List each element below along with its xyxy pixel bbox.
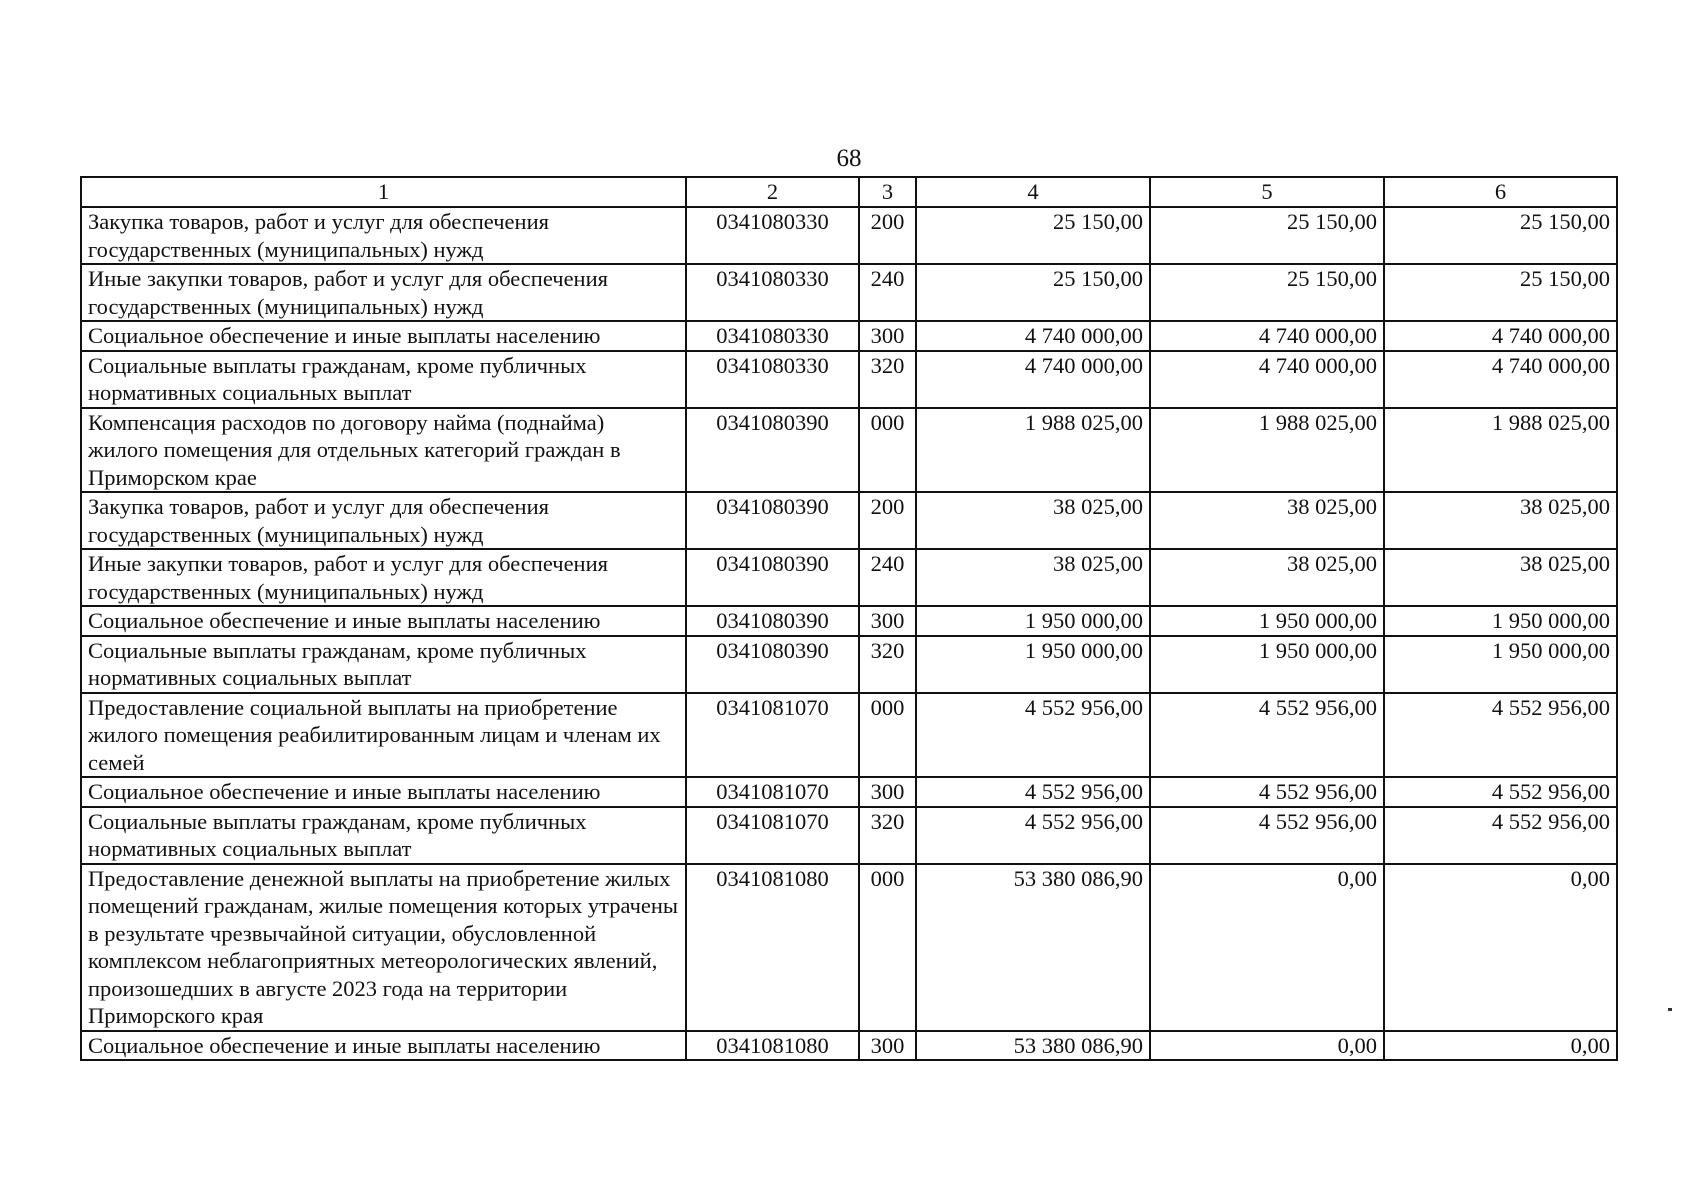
page-number: 68 [836, 145, 862, 172]
table-row [81, 807, 1617, 864]
row-kvr: 300 [859, 1031, 916, 1061]
table-row [81, 408, 1617, 493]
table-row [81, 351, 1617, 408]
table-row [81, 321, 1617, 351]
row-amount-5: 4 740 000,00 [1150, 321, 1384, 351]
table-row [81, 777, 1617, 807]
row-description: Иные закупки товаров, работ и услуг для обеспечения государственных (муниципальных) нужд [81, 264, 686, 321]
row-amount-5: 4 552 956,00 [1150, 777, 1384, 807]
row-kvr: 240 [859, 264, 916, 321]
row-amount-6: 38 025,00 [1384, 492, 1617, 549]
table-row [81, 693, 1617, 778]
row-amount-4: 4 740 000,00 [916, 321, 1150, 351]
row-kvr: 200 [859, 492, 916, 549]
row-amount-6: 4 552 956,00 [1384, 807, 1617, 864]
table-row [81, 1031, 1617, 1061]
row-description: Социальные выплаты гражданам, кроме публичных нормативных социальных выплат [81, 807, 686, 864]
row-amount-5: 0,00 [1150, 864, 1384, 1031]
row-amount-4: 38 025,00 [916, 549, 1150, 606]
row-amount-6: 0,00 [1384, 1031, 1617, 1061]
table-row [81, 636, 1617, 693]
row-code: 0341080390 [686, 636, 859, 693]
row-amount-4: 1 950 000,00 [916, 636, 1150, 693]
row-amount-4: 1 950 000,00 [916, 606, 1150, 636]
column-header-6: 6 [1384, 177, 1617, 207]
row-code: 0341080390 [686, 549, 859, 606]
table-row [81, 864, 1617, 1031]
row-amount-4: 1 988 025,00 [916, 408, 1150, 493]
row-amount-5: 4 552 956,00 [1150, 693, 1384, 778]
row-code: 0341081070 [686, 693, 859, 778]
table-row [81, 549, 1617, 606]
row-amount-4: 4 552 956,00 [916, 777, 1150, 807]
row-description: Социальное обеспечение и иные выплаты населению [81, 321, 686, 351]
row-description: Социальное обеспечение и иные выплаты населению [81, 606, 686, 636]
scan-speck [1668, 1008, 1672, 1011]
row-amount-6: 1 988 025,00 [1384, 408, 1617, 493]
table-row [81, 207, 1617, 264]
row-amount-5: 0,00 [1150, 1031, 1384, 1061]
row-description: Закупка товаров, работ и услуг для обеспечения государственных (муниципальных) нужд [81, 207, 686, 264]
row-amount-6: 25 150,00 [1384, 207, 1617, 264]
row-description: Социальные выплаты гражданам, кроме публичных нормативных социальных выплат [81, 351, 686, 408]
row-kvr: 320 [859, 807, 916, 864]
row-amount-5: 4 552 956,00 [1150, 807, 1384, 864]
row-amount-6: 4 740 000,00 [1384, 351, 1617, 408]
row-code: 0341080330 [686, 264, 859, 321]
row-amount-4: 4 740 000,00 [916, 351, 1150, 408]
row-description: Предоставление социальной выплаты на приобретение жилого помещения реабилитированным лицам и членам их семей [81, 693, 686, 778]
row-description: Предоставление денежной выплаты на приобретение жилых помещений гражданам, жилые помещения которых утрачены в результате чрезвычайной ситуации, обусловленной комплексом неблагоприятных метеорологических явлений, произошедших в августе 2023 года на территории Приморского края [81, 864, 686, 1031]
column-header-1: 1 [81, 177, 686, 207]
row-amount-5: 4 740 000,00 [1150, 351, 1384, 408]
column-header-5: 5 [1150, 177, 1384, 207]
row-amount-6: 4 740 000,00 [1384, 321, 1617, 351]
table-header-row [81, 177, 1617, 207]
row-description: Иные закупки товаров, работ и услуг для обеспечения государственных (муниципальных) нужд [81, 549, 686, 606]
row-amount-6: 4 552 956,00 [1384, 777, 1617, 807]
row-amount-5: 1 950 000,00 [1150, 636, 1384, 693]
row-amount-4: 53 380 086,90 [916, 864, 1150, 1031]
row-code: 0341080330 [686, 351, 859, 408]
row-amount-5: 38 025,00 [1150, 492, 1384, 549]
row-kvr: 000 [859, 408, 916, 493]
row-code: 0341080390 [686, 408, 859, 493]
row-description: Социальное обеспечение и иные выплаты населению [81, 777, 686, 807]
row-amount-4: 4 552 956,00 [916, 693, 1150, 778]
row-description: Социальные выплаты гражданам, кроме публичных нормативных социальных выплат [81, 636, 686, 693]
row-amount-5: 25 150,00 [1150, 207, 1384, 264]
column-header-4: 4 [916, 177, 1150, 207]
row-code: 0341081080 [686, 1031, 859, 1061]
row-kvr: 300 [859, 777, 916, 807]
row-amount-6: 4 552 956,00 [1384, 693, 1617, 778]
row-kvr: 000 [859, 693, 916, 778]
table-row [81, 492, 1617, 549]
table-row [81, 264, 1617, 321]
row-code: 0341081080 [686, 864, 859, 1031]
row-kvr: 000 [859, 864, 916, 1031]
row-amount-6: 38 025,00 [1384, 549, 1617, 606]
row-amount-6: 1 950 000,00 [1384, 606, 1617, 636]
row-kvr: 200 [859, 207, 916, 264]
row-amount-6: 1 950 000,00 [1384, 636, 1617, 693]
row-amount-4: 25 150,00 [916, 264, 1150, 321]
row-code: 0341081070 [686, 807, 859, 864]
row-amount-5: 1 988 025,00 [1150, 408, 1384, 493]
row-kvr: 240 [859, 549, 916, 606]
row-kvr: 300 [859, 606, 916, 636]
row-code: 0341080390 [686, 492, 859, 549]
row-code: 0341080330 [686, 321, 859, 351]
row-amount-6: 0,00 [1384, 864, 1617, 1031]
column-header-3: 3 [859, 177, 916, 207]
row-amount-4: 38 025,00 [916, 492, 1150, 549]
row-amount-4: 53 380 086,90 [916, 1031, 1150, 1061]
budget-table [80, 176, 1618, 1061]
table-row [81, 606, 1617, 636]
row-amount-6: 25 150,00 [1384, 264, 1617, 321]
row-kvr: 320 [859, 636, 916, 693]
row-description: Закупка товаров, работ и услуг для обеспечения государственных (муниципальных) нужд [81, 492, 686, 549]
column-header-2: 2 [686, 177, 859, 207]
row-code: 0341080330 [686, 207, 859, 264]
row-description: Социальное обеспечение и иные выплаты населению [81, 1031, 686, 1061]
row-amount-5: 1 950 000,00 [1150, 606, 1384, 636]
row-description: Компенсация расходов по договору найма (поднайма) жилого помещения для отдельных категорий граждан в Приморском крае [81, 408, 686, 493]
row-amount-4: 25 150,00 [916, 207, 1150, 264]
row-kvr: 300 [859, 321, 916, 351]
row-kvr: 320 [859, 351, 916, 408]
row-amount-4: 4 552 956,00 [916, 807, 1150, 864]
row-amount-5: 25 150,00 [1150, 264, 1384, 321]
row-code: 0341081070 [686, 777, 859, 807]
row-code: 0341080390 [686, 606, 859, 636]
row-amount-5: 38 025,00 [1150, 549, 1384, 606]
